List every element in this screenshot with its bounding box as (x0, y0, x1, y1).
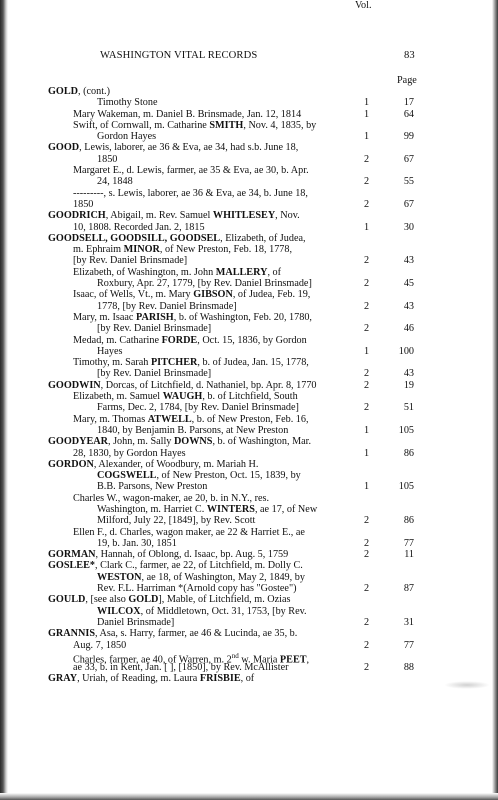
page-reference: 67 (403, 198, 414, 210)
record-text: Charles W., wagon-maker, ae 20, b. in N.Y., res. (73, 492, 270, 504)
running-head (0, 50, 498, 64)
page-reference: 17 (403, 97, 414, 109)
record-entry (0, 560, 498, 594)
record-continuation: Daniel Brinsmade] 2 31 (0, 617, 498, 628)
page-reference: 43 (403, 255, 414, 267)
record-text: GOODWIN, Dorcas, of Litchfield, d. Nathaniel, bp. Apr. 8, 1770 2 19 (0, 380, 498, 391)
page-reference: 46 (403, 323, 414, 335)
record-entry (0, 289, 498, 312)
record-entry (0, 188, 498, 211)
record-entry (0, 120, 498, 143)
record-text: Ellen F., d. Charles, wagon maker, ae 22 & Harriet E., ae (73, 526, 305, 538)
record-entry (0, 594, 498, 628)
record-entry (0, 86, 498, 97)
record-text: Mary, m. Isaac PARISH, b. of Washington, Feb. 20, 1780, (73, 311, 312, 323)
record-continuation: [by Rev. Daniel Brinsmade] 2 43 (0, 255, 498, 266)
record-continuation: Roxbury, Apr. 27, 1779, [by Rev. Daniel Brinsmade] 2 45 (0, 278, 498, 289)
record-text: Elizabeth, of Washington, m. John MALLERY, of (73, 266, 282, 278)
record-continuation: 19, b. Jan. 30, 1851 2 77 (0, 538, 498, 549)
volume-number: 2 (364, 662, 370, 674)
page-reference: 31 (403, 616, 414, 628)
volume-number: 2 (364, 515, 370, 527)
volume-number: 2 (364, 549, 370, 561)
page-reference: 105 (398, 424, 414, 436)
volume-number: 1 (364, 131, 370, 143)
volume-number: 1 (364, 221, 370, 233)
page-reference: 77 (403, 537, 414, 549)
record-text: GOSLEE*, Clark C., farmer, ae 22, of Litchfield, m. Dolly C. (48, 560, 303, 572)
volume-number: 2 (364, 255, 370, 267)
record-continuation: Rev. F.L. Harriman *(Arnold copy has "Gostee") 2 87 (0, 583, 498, 594)
volume-number: 2 (364, 402, 370, 414)
page-reference: 88 (403, 662, 414, 674)
page-reference: 43 (403, 368, 414, 380)
record-text: Medad, m. Catharine FORDE, Oct. 15, 1836, by Gordon (73, 334, 307, 346)
volume-number: 1 (364, 447, 370, 459)
record-text: Charles, farmer, ae 40, of Warren, m. 2nd w. Maria PEET, (73, 651, 310, 666)
page-reference: 86 (403, 447, 414, 459)
record-entry (0, 459, 498, 493)
record-text: Mary Wakeman, m. Daniel B. Brinsmade, Jan. 12, 1814 1 64 (0, 109, 498, 120)
record-text: Margaret E., d. Lewis, farmer, ae 35 & Eva, ae 30, b. Apr. (73, 165, 309, 177)
record-entry (0, 651, 498, 674)
record-entry (0, 436, 498, 459)
record-entry (0, 357, 498, 380)
page-column-header: Page (397, 75, 417, 86)
scan-edge-bottom (0, 793, 498, 800)
volume-number: 2 (364, 198, 370, 210)
record-entry (0, 335, 498, 358)
record-entry (0, 391, 498, 414)
volume-number: 2 (364, 176, 370, 188)
page-reference: 67 (403, 153, 414, 165)
volume-number: 1 (364, 481, 370, 493)
page-reference: 105 (398, 481, 414, 493)
page-reference: 64 (403, 108, 414, 120)
record-continuation: [by Rev. Daniel Brinsmade] 2 43 (0, 368, 498, 379)
page-reference: 11 (404, 549, 414, 561)
record-text: GRANNIS, Asa, s. Harry, farmer, ae 46 & Lucinda, ae 35, b. (48, 628, 298, 640)
record-continuation: B.B. Parsons, New Preston 1 105 (0, 481, 498, 492)
page-number: 83 (404, 50, 415, 61)
page-reference: 51 (403, 402, 414, 414)
record-continuation: 1778, [by Rev. Daniel Brinsmade] 2 43 (0, 301, 498, 312)
page-reference: 77 (403, 639, 414, 651)
volume-number: 2 (364, 639, 370, 651)
page-reference: 43 (403, 300, 414, 312)
record-entry (0, 380, 498, 391)
volume-number: 2 (364, 300, 370, 312)
record-entry (0, 549, 498, 560)
volume-number: 1 (364, 424, 370, 436)
record-continuation: Gordon Hayes 1 99 (0, 131, 498, 142)
record-entry (0, 414, 498, 437)
running-title: WASHINGTON VITAL RECORDS (100, 50, 258, 61)
record-text: ---------, s. Lewis, laborer, ae 36 & Eva, ae 34, b. June 18, (73, 187, 308, 199)
record-entry (0, 210, 498, 233)
volume-number: 1 (364, 97, 370, 109)
record-continuation: m. Ephraim MINOR, of New Preston, Feb. 18, 1778, (73, 244, 293, 256)
record-text: GOLD, (cont.) (48, 86, 110, 97)
record-entry (0, 267, 498, 290)
record-text: GRAY, Uriah, of Reading, m. Laura FRISBIE, of (48, 673, 255, 685)
page-reference: 99 (403, 131, 414, 143)
volume-number: 1 (364, 345, 370, 357)
record-entry (0, 493, 498, 527)
page-reference: 86 (403, 515, 414, 527)
page-reference: 45 (403, 278, 414, 290)
volume-number: 2 (364, 537, 370, 549)
page-reference: 19 (403, 379, 414, 391)
record-continuation: 1840, by Benjamin B. Parsons, at New Preston 1 105 (0, 425, 498, 436)
volume-number: 2 (364, 323, 370, 335)
record-text: GOULD, [see also GOLD], Mable, of Litchfield, m. Ozias (48, 594, 291, 606)
record-text: GORDON, Alexander, of Woodbury, m. Mariah H. (48, 458, 259, 470)
record-continuation: Washington, m. Harriet C. WINTERS, ae 17, of New (97, 503, 318, 515)
record-continuation: 24, 1848 2 55 (0, 176, 498, 187)
record-text: Timothy Stone 1 17 (0, 97, 498, 108)
record-entry (0, 527, 498, 550)
page-reference: 30 (403, 221, 414, 233)
record-entry (0, 109, 498, 120)
record-entry (0, 142, 498, 165)
page-reference: 87 (403, 583, 414, 595)
vol-column-header: Vol. (355, 0, 372, 11)
record-text: Swift, of Cornwall, m. Catharine SMITH, Nov. 4, 1835, by (73, 119, 317, 131)
volume-number: 2 (364, 278, 370, 290)
record-continuation: [by Rev. Daniel Brinsmade] 2 46 (0, 323, 498, 334)
record-continuation: Hayes 1 100 (0, 346, 498, 357)
volume-number: 2 (364, 153, 370, 165)
record-text: GORMAN, Hannah, of Oblong, d. Isaac, bp. Aug. 5, 1759 2 11 (0, 549, 498, 560)
record-continuation: Milford, July 22, [1849], by Rev. Scott 2 86 (0, 515, 498, 526)
volume-number: 1 (364, 108, 370, 120)
volume-number: 2 (364, 379, 370, 391)
record-continuation: 28, 1830, by Gordon Hayes 1 86 (0, 448, 498, 459)
volume-number: 2 (364, 583, 370, 595)
record-continuation: 1850 2 67 (0, 199, 498, 210)
record-entry (0, 97, 498, 108)
record-entry (0, 673, 498, 684)
record-text: Mary, m. Thomas ATWELL, b. of New Preston, Feb. 16, (73, 413, 309, 425)
volume-number: 2 (364, 368, 370, 380)
record-continuation: ae 33, b. in Kent, Jan. [ ], [1850], by Rev. McAllister 2 88 (0, 662, 498, 673)
record-text: GOODSELL, GOODSILL, GOODSEL, Elizabeth, of Judea, (48, 232, 306, 244)
page-reference: 100 (398, 345, 414, 357)
record-entry (0, 312, 498, 335)
record-entry (0, 165, 498, 188)
record-text: GOODYEAR, John, m. Sally DOWNS, b. of Washington, Mar. (48, 436, 312, 448)
record-entry (0, 233, 498, 267)
record-text: GOODRICH, Abigail, m. Rev. Samuel WHITLESEY, Nov. (48, 210, 300, 222)
record-continuation: Farms, Dec. 2, 1784, [by Rev. Daniel Brinsmade] 2 51 (0, 402, 498, 413)
record-text: GOOD, Lewis, laborer, ae 36 & Eva, ae 34, had s.b. June 18, (48, 142, 299, 154)
record-text: Elizabeth, m. Samuel WAUGH, b. of Litchfield, South (73, 391, 298, 403)
page-reference: 55 (403, 176, 414, 188)
record-continuation: 10, 1808. Recorded Jan. 2, 1815 1 30 (0, 222, 498, 233)
record-continuation: COGSWELL, of New Preston, Oct. 15, 1839, by (97, 470, 301, 482)
record-continuation: WILCOX, of Middletown, Oct. 31, 1753, [by Rev. (97, 605, 307, 617)
record-text: Isaac, of Wells, Vt., m. Mary GIBSON, of Judea, Feb. 19, (73, 289, 311, 301)
record-continuation: Aug. 7, 1850 2 77 (0, 640, 498, 651)
record-continuation: 1850 2 67 (0, 154, 498, 165)
record-entry (0, 628, 498, 651)
volume-number: 2 (364, 616, 370, 628)
record-continuation: WESTON, ae 18, of Washington, May 2, 1849, by (97, 571, 305, 583)
record-text: Timothy, m. Sarah PITCHER, b. of Judea, Jan. 15, 1778, (73, 357, 309, 369)
record-list (0, 86, 498, 685)
